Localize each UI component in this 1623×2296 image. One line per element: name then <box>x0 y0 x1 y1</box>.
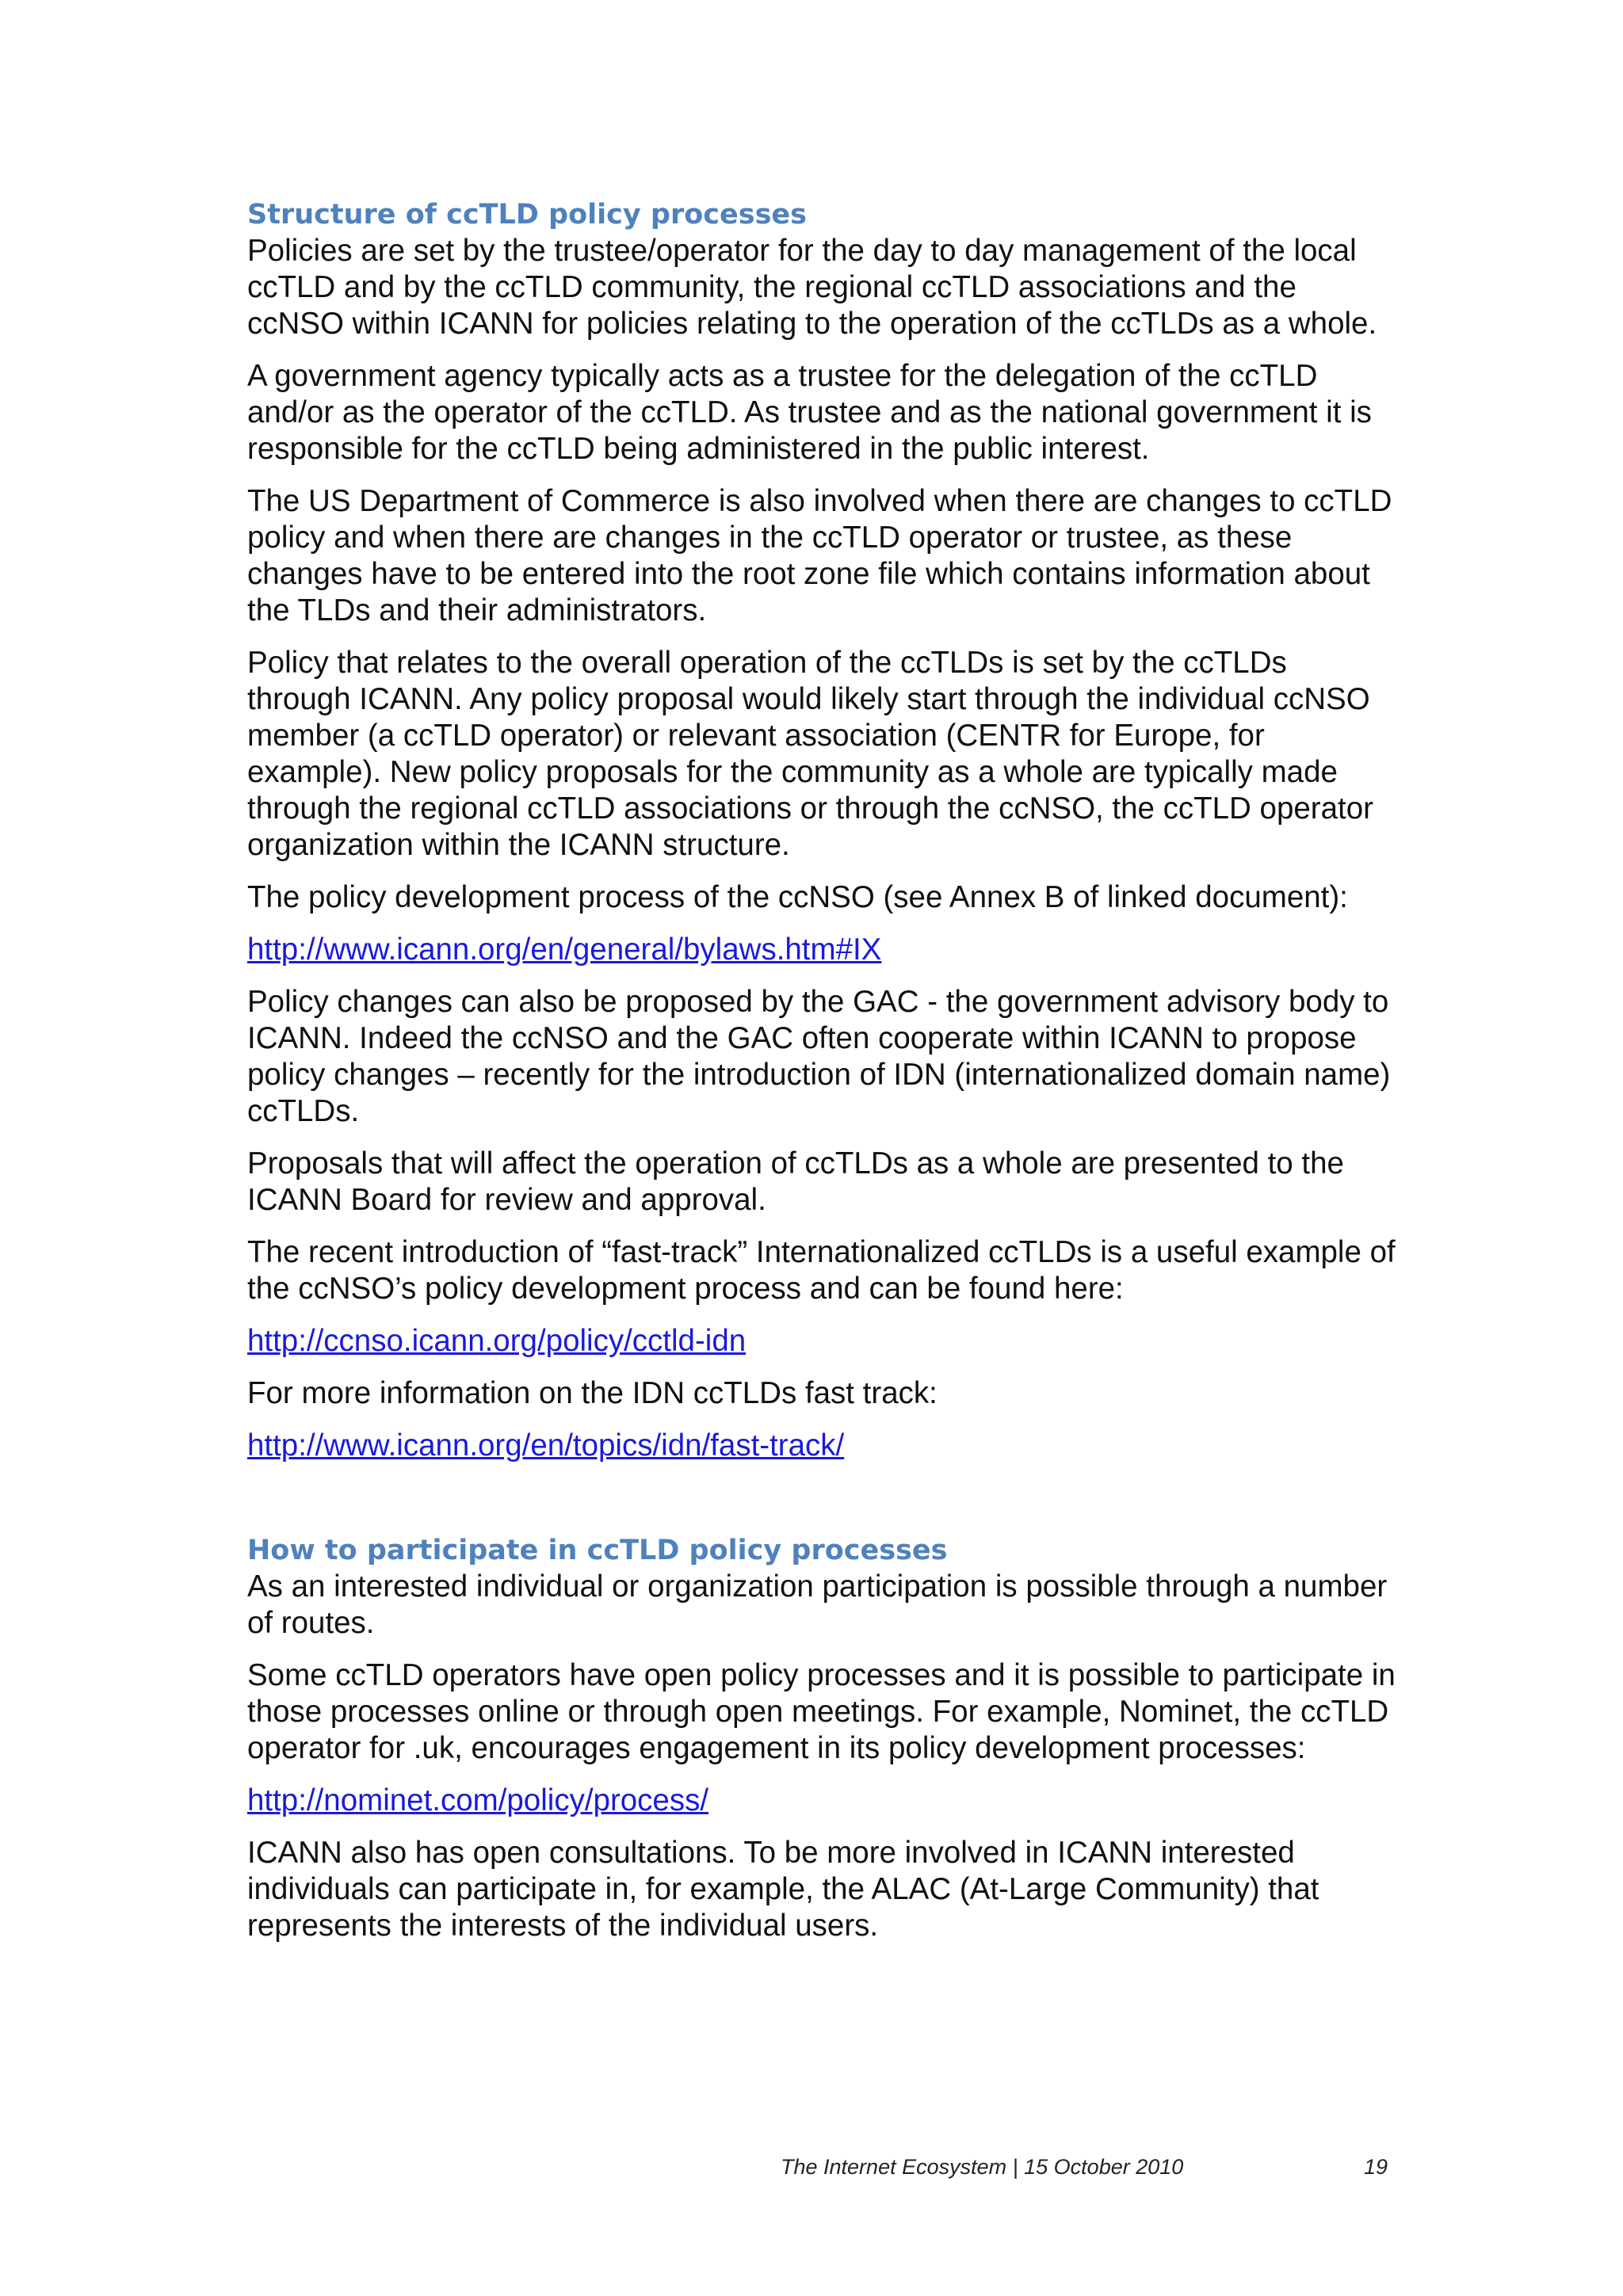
paragraph: A government agency typically acts as a trustee for the delegation of the ccTLD and/or as the operator of the ccTLD. As trustee and as the national government it is responsible for the ccTLD being administered in the public interest. <box>247 359 1372 466</box>
page-content <box>247 196 1396 1960</box>
footer-title: The Internet Ecosystem | 15 October 2010 <box>781 2155 1184 2179</box>
paragraph: Proposals that will affect the operation of ccTLDs as a whole are presented to the ICANN Board for review and approval. <box>247 1146 1344 1217</box>
paragraph: Policy that relates to the overall operation of the ccTLDs is set by the ccTLDs through ICANN. Any policy proposal would likely start through the individual ccNSO member (a ccTLD operator) or relevant association (CENTR for Europe, for example). New policy proposals for the community as a whole are typically made through the regional ccTLD associations or through the ccNSO, the ccTLD operator organization within the ICANN structure. <box>247 646 1373 862</box>
paragraph: Policies are set by the trustee/operator for the day to day management of the local ccTLD and by the ccTLD community, the regional ccTLD associations and the ccNSO within ICANN for policies relating to the operation of the ccTLDs as a whole. <box>247 234 1377 341</box>
paragraph: The policy development process of the ccNSO (see Annex B of linked document): <box>247 880 1348 914</box>
section-heading-participate: How to participate in ccTLD policy processes <box>247 1535 948 1566</box>
paragraph: The US Department of Commerce is also involved when there are changes to ccTLD policy and when there are changes in the ccTLD operator or trustee, as these changes have to be entered into the root zone file which contains information about the TLDs and their administrators. <box>247 484 1392 627</box>
paragraph: ICANN also has open consultations. To be more involved in ICANN interested individuals can participate in, for example, the ALAC (At-Large Community) that represents the interests of the individual users. <box>247 1836 1319 1943</box>
cctld-idn-link[interactable]: http://ccnso.icann.org/policy/cctld-idn <box>247 1324 747 1358</box>
paragraph: Some ccTLD operators have open policy processes and it is possible to participate in those processes online or through open meetings. For example, Nominet, the ccTLD operator for .uk, encourages engagement in its policy development processes: <box>247 1658 1396 1765</box>
section-spacer <box>247 1480 1396 1532</box>
bylaws-link[interactable]: http://www.icann.org/en/general/bylaws.htm#IX <box>247 933 882 967</box>
link-paragraph <box>247 1323 1396 1360</box>
paragraph: Policy changes can also be proposed by the GAC - the government advisory body to ICANN. Indeed the ccNSO and the GAC often cooperate within ICANN to propose policy changes – recently for the introduction of IDN (internationalized domain name) ccTLDs. <box>247 985 1391 1128</box>
link-paragraph <box>247 1428 1396 1464</box>
paragraph: As an interested individual or organization participation is possible through a number of routes. <box>247 1569 1388 1640</box>
paragraph: The recent introduction of “fast-track” Internationalized ccTLDs is a useful example of the ccNSO’s policy development process and can be found here: <box>247 1235 1396 1306</box>
link-paragraph <box>247 1783 1396 1819</box>
page-number: 19 <box>1364 2155 1388 2179</box>
nominet-link[interactable]: http://nominet.com/policy/process/ <box>247 1783 709 1817</box>
section-heading-structure: Structure of ccTLD policy processes <box>247 199 807 231</box>
link-paragraph <box>247 932 1396 968</box>
fast-track-link[interactable]: http://www.icann.org/en/topics/idn/fast-track/ <box>247 1428 845 1463</box>
paragraph: For more information on the IDN ccTLDs fast track: <box>247 1376 938 1410</box>
